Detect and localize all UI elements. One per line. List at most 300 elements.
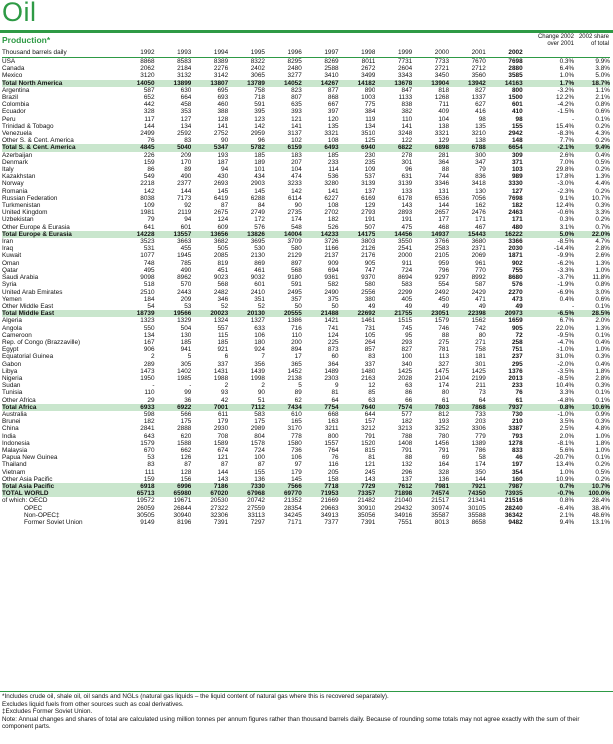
row-label: Other Africa <box>2 396 36 404</box>
value-cell: 770 <box>475 266 486 274</box>
value-cell: 8680 <box>508 274 523 282</box>
change-cell: 13.4% <box>556 461 575 469</box>
value-cell: 458 <box>180 101 192 109</box>
value-cell: 106 <box>291 454 302 462</box>
value-cell: 127 <box>511 187 523 195</box>
value-cell: 838 <box>401 101 413 109</box>
value-cell: 2138 <box>287 374 302 382</box>
value-cell: 779 <box>475 432 486 440</box>
value-cell: 1480 <box>361 367 376 375</box>
value-cell: 159 <box>143 475 155 483</box>
row-label: China <box>2 425 19 433</box>
value-cell: 758 <box>254 86 265 94</box>
change-cell: 10.9% <box>556 475 575 483</box>
share-cell: 9.9% <box>595 58 610 65</box>
share-cell: 0.5% <box>595 468 610 476</box>
value-cell: 9098 <box>140 274 155 282</box>
value-cell: 7921 <box>449 483 486 490</box>
value-cell: 6822 <box>375 144 412 151</box>
value-cell: 6788 <box>449 144 486 151</box>
value-cell: 627 <box>475 101 486 109</box>
value-cell: 6654 <box>486 144 523 151</box>
change-cell: 1.0% <box>559 72 575 80</box>
change-cell: -6.9% <box>557 288 575 296</box>
change-cell: 7.0% <box>559 158 575 166</box>
value-cell: 17 <box>294 353 302 361</box>
value-cell: 87 <box>184 461 192 469</box>
value-cell: 3248 <box>397 130 413 138</box>
row-label: Other Europe & Eurasia <box>2 223 70 231</box>
change-cell: 1.0% <box>559 468 575 476</box>
row-label: Total S. & Cent. America <box>2 144 118 151</box>
value-cell: 185 <box>254 151 265 159</box>
change-cell: -2.3% <box>557 187 575 195</box>
value-cell: 1588 <box>177 439 192 447</box>
notes-divider <box>0 691 613 692</box>
value-cell: 7729 <box>339 483 376 490</box>
value-cell: 13807 <box>191 80 228 87</box>
change-cell: 10.4% <box>556 382 575 390</box>
value-cell: 868 <box>327 94 339 102</box>
value-cell: 2371 <box>471 245 486 253</box>
year-header: 2001 <box>449 49 486 58</box>
value-cell: 620 <box>180 432 192 440</box>
value-cell: 98 <box>515 115 523 123</box>
table-row <box>2 469 610 476</box>
value-cell: 95 <box>405 331 413 339</box>
table-row <box>2 289 610 296</box>
value-cell: 88 <box>405 454 413 462</box>
value-cell: 156 <box>180 475 192 483</box>
footnote: ‡Excludes Former Soviet Union. <box>2 708 93 716</box>
value-cell: 143 <box>217 475 229 483</box>
value-cell: 2480 <box>287 65 302 73</box>
change-cell: 3.3% <box>559 389 575 397</box>
row-label: Non-OPEC‡ <box>24 511 60 519</box>
value-cell: 191 <box>401 216 413 224</box>
value-cell: 1557 <box>324 439 339 447</box>
value-cell: 1003 <box>361 94 376 102</box>
value-cell: 409 <box>438 108 450 116</box>
value-cell: 73357 <box>339 490 376 497</box>
change-cell: -9.5% <box>557 331 575 339</box>
value-cell: 87 <box>257 461 265 469</box>
value-cell: 3321 <box>324 130 339 138</box>
row-label: Vietnam <box>2 468 26 476</box>
value-cell: 122 <box>401 137 413 145</box>
row-label: Argentina <box>2 86 30 94</box>
value-cell: 1324 <box>213 317 229 325</box>
change-cell: -0.6% <box>557 209 575 217</box>
change-cell: -8.5% <box>557 238 575 246</box>
value-cell: 175 <box>254 418 265 426</box>
value-cell: 3410 <box>324 72 339 80</box>
change-column-header: Change 2002 over 2001 <box>537 34 574 47</box>
value-cell: 14175 <box>339 231 376 238</box>
value-cell: 2583 <box>434 245 450 253</box>
table-row <box>2 519 610 526</box>
value-cell: 174 <box>475 461 486 469</box>
value-cell: 764 <box>327 446 339 454</box>
value-cell: 1323 <box>140 317 155 325</box>
value-cell: 5040 <box>155 144 192 151</box>
value-cell: 2592 <box>177 130 192 138</box>
value-cell: 2492 <box>434 288 450 296</box>
value-cell: 786 <box>475 446 486 454</box>
table-row <box>2 245 610 252</box>
value-cell: 8694 <box>397 274 413 282</box>
value-cell: 2541 <box>397 245 413 253</box>
change-cell: 2.5% <box>559 425 575 433</box>
value-cell: 351 <box>254 295 265 303</box>
value-cell: 1337 <box>471 94 486 102</box>
value-cell: 110 <box>144 389 155 397</box>
row-label: Former Soviet Union <box>24 519 83 526</box>
row-label: Peru <box>2 115 16 123</box>
value-cell: 182 <box>511 202 523 210</box>
value-cell: 1439 <box>250 367 265 375</box>
value-cell: 209 <box>180 151 192 159</box>
value-cell: 365 <box>291 360 302 368</box>
change-cell: -2.0% <box>557 360 575 368</box>
value-cell: 160 <box>511 475 523 483</box>
value-cell: 744 <box>438 173 450 181</box>
value-cell: 570 <box>180 281 192 289</box>
change-cell: 12.2% <box>556 94 575 102</box>
share-cell: 10.7% <box>591 194 610 202</box>
share-cell: 0.2% <box>595 461 610 469</box>
value-cell: 1998 <box>250 374 265 382</box>
value-cell: 144 <box>475 475 486 483</box>
change-cell: -1.0% <box>557 410 575 418</box>
value-cell: 18739 <box>118 310 155 317</box>
value-cell: 3277 <box>287 72 302 80</box>
value-cell: 129 <box>438 137 450 145</box>
value-cell: 1988 <box>213 374 229 382</box>
value-cell: 1077 <box>140 252 155 260</box>
value-cell: 182 <box>401 418 413 426</box>
table-row <box>2 440 610 447</box>
value-cell: 490 <box>180 266 192 274</box>
value-cell: 382 <box>401 108 413 116</box>
value-cell: 13826 <box>228 231 265 238</box>
value-cell: 1515 <box>397 317 413 325</box>
value-cell: 2893 <box>397 209 413 217</box>
value-cell: 14052 <box>265 80 302 87</box>
value-cell: 3132 <box>177 72 192 80</box>
value-cell: 205 <box>327 468 339 476</box>
table-row <box>2 375 610 382</box>
value-cell: 94 <box>184 216 192 224</box>
value-cell: 26059 <box>136 504 155 512</box>
value-cell: 7391 <box>361 519 376 526</box>
value-cell: 174 <box>438 382 450 390</box>
value-cell: 395 <box>254 108 265 116</box>
share-cell: 10.6% <box>574 404 610 411</box>
value-cell: 94 <box>221 166 229 174</box>
value-cell: 104 <box>291 166 302 174</box>
value-cell: 76 <box>331 454 339 462</box>
value-cell: 30974 <box>431 504 450 512</box>
value-cell: 144 <box>217 468 229 476</box>
table-row <box>2 303 610 310</box>
year-header: 2002 <box>486 49 523 58</box>
value-cell: 6169 <box>361 194 376 202</box>
value-cell: 7391 <box>213 519 229 526</box>
value-cell: 164 <box>438 461 450 469</box>
value-cell: 84 <box>257 202 265 210</box>
value-cell: 746 <box>438 324 450 332</box>
value-cell: 3510 <box>361 130 376 138</box>
value-cell: 388 <box>217 108 229 116</box>
share-cell: 1.8% <box>595 439 610 447</box>
row-label: Egypt <box>2 346 19 354</box>
value-cell: 133 <box>401 187 413 195</box>
value-cell: 384 <box>364 108 376 116</box>
value-cell: 157 <box>364 418 376 426</box>
value-cell: 6898 <box>412 144 449 151</box>
value-cell: 211 <box>475 382 486 390</box>
value-cell: 2028 <box>397 374 413 382</box>
value-cell: 79 <box>147 216 155 224</box>
value-cell: 108 <box>327 202 339 210</box>
value-cell: 93 <box>221 389 229 397</box>
row-label: Denmark <box>2 158 28 166</box>
value-cell: 7171 <box>287 519 302 526</box>
share-cell: 100.0% <box>574 490 610 497</box>
value-cell: 28354 <box>283 504 302 512</box>
value-cell: 9023 <box>213 274 229 282</box>
year-header: 1999 <box>375 49 412 58</box>
change-cell: -3.3% <box>557 266 575 274</box>
value-cell: 694 <box>327 266 339 274</box>
value-cell: 197 <box>511 461 523 469</box>
change-cell: -8.1% <box>557 439 575 447</box>
value-cell: 1981 <box>140 209 155 217</box>
value-cell: 2 <box>261 382 265 390</box>
value-cell: 906 <box>143 346 155 354</box>
total-row <box>2 490 610 497</box>
row-label: Brunei <box>2 418 21 426</box>
share-cell: 22.0% <box>574 231 610 238</box>
value-cell: 6918 <box>118 483 155 490</box>
table-row <box>2 361 610 368</box>
share-cell: 0.6% <box>595 108 610 116</box>
value-cell: 3233 <box>287 180 302 188</box>
share-cell: 2.6% <box>595 252 610 260</box>
value-cell: 124 <box>327 331 339 339</box>
value-cell: 175 <box>180 418 192 426</box>
share-cell: 0.3% <box>595 202 610 210</box>
value-cell: 225 <box>327 338 339 346</box>
share-cell: 1.8% <box>595 367 610 375</box>
value-cell: 393 <box>291 108 302 116</box>
share-cell: 38.4% <box>591 504 610 512</box>
value-cell: 350 <box>475 468 486 476</box>
value-cell: 165 <box>291 418 302 426</box>
value-cell: 61 <box>441 396 450 404</box>
change-cell: -3.0% <box>557 180 575 188</box>
value-cell: 430 <box>217 173 229 181</box>
value-cell: 7112 <box>228 404 265 411</box>
value-cell: 3499 <box>361 72 376 80</box>
share-cell: 9.4% <box>574 144 610 151</box>
value-cell: 14050 <box>118 80 155 87</box>
value-cell: 8013 <box>434 519 450 526</box>
value-cell: 85 <box>368 389 376 397</box>
value-cell: 36342 <box>504 511 523 519</box>
value-cell: 7987 <box>486 483 523 490</box>
value-cell: 550 <box>143 324 155 332</box>
value-cell: 3137 <box>287 130 302 138</box>
value-cell: 1579 <box>434 317 450 325</box>
value-cell: 67020 <box>191 490 228 497</box>
value-cell: 495 <box>143 266 155 274</box>
row-label: India <box>2 432 16 440</box>
value-cell: 380 <box>364 295 376 303</box>
table-row <box>2 317 610 324</box>
value-cell: 609 <box>217 223 229 231</box>
value-cell: 300 <box>475 151 486 159</box>
value-cell: 2377 <box>177 180 192 188</box>
value-cell: 162 <box>475 202 486 210</box>
table-row <box>2 497 610 504</box>
value-cell: 2085 <box>213 252 229 260</box>
value-cell: 2672 <box>361 65 376 73</box>
value-cell: 191 <box>364 216 376 224</box>
value-cell: 76 <box>515 389 523 397</box>
value-cell: 670 <box>143 446 155 454</box>
value-cell: 745 <box>401 324 413 332</box>
table-row <box>2 281 610 288</box>
row-label: Gabon <box>2 360 22 368</box>
value-cell: 183 <box>291 151 302 159</box>
value-cell: 155 <box>511 122 523 130</box>
value-cell: 177 <box>438 216 450 224</box>
value-cell: 7937 <box>486 404 523 411</box>
value-cell: 354 <box>511 468 523 476</box>
value-cell: 364 <box>327 360 339 368</box>
value-cell: 97 <box>294 461 302 469</box>
value-cell: 7001 <box>191 404 228 411</box>
value-cell: 7574 <box>375 404 412 411</box>
row-label: Total Europe & Eurasia <box>2 231 118 238</box>
value-cell: 13557 <box>155 231 192 238</box>
value-cell: 3366 <box>508 238 523 246</box>
value-cell: 2270 <box>508 288 523 296</box>
share-cell: 1.0% <box>595 446 610 454</box>
row-label: Brazil <box>2 94 18 102</box>
page-title: Oil <box>2 0 37 27</box>
value-cell: 1871 <box>508 252 523 260</box>
value-cell: 742 <box>475 324 486 332</box>
row-label: Syria <box>2 281 17 289</box>
row-label: OPEC <box>24 504 43 512</box>
value-cell: 2 <box>150 353 155 361</box>
value-cell: 2604 <box>397 65 413 73</box>
value-cell: 751 <box>511 346 523 354</box>
value-cell: 295 <box>511 360 523 368</box>
value-cell: 88 <box>441 166 450 174</box>
year-header: 1995 <box>228 49 265 58</box>
value-cell: 60 <box>331 353 339 361</box>
share-cell: 0.1% <box>595 302 610 310</box>
value-cell: 13899 <box>155 80 192 87</box>
value-cell: 460 <box>217 101 229 109</box>
value-cell: 3211 <box>324 425 339 433</box>
share-cell: 2.8% <box>595 374 610 382</box>
value-cell: 909 <box>327 259 339 267</box>
value-cell: 371 <box>511 158 523 166</box>
value-cell: 106 <box>254 331 265 339</box>
table-row <box>2 137 610 144</box>
change-cell: 0.3% <box>559 58 575 65</box>
value-cell: 467 <box>475 223 486 231</box>
change-cell: 31.0% <box>556 353 575 361</box>
value-cell: 30505 <box>136 511 155 519</box>
value-cell: 641 <box>143 223 155 231</box>
value-cell: 791 <box>364 432 376 440</box>
value-cell: 911 <box>402 259 413 267</box>
value-cell: 87 <box>221 202 229 210</box>
value-cell: 490 <box>180 173 192 181</box>
value-cell: 109 <box>364 166 376 174</box>
value-cell: 818 <box>438 86 450 94</box>
value-cell: 101 <box>254 166 265 174</box>
share-cell: 1.1% <box>595 86 610 94</box>
share-cell: 4.8% <box>595 425 610 433</box>
row-label: Nigeria <box>2 374 23 382</box>
change-cell: -14.4% <box>553 245 575 253</box>
value-cell: 716 <box>291 324 302 332</box>
value-cell: 1376 <box>508 367 523 375</box>
value-cell: 159 <box>143 158 155 166</box>
value-cell: 695 <box>217 86 229 94</box>
value-cell: 2657 <box>434 209 450 217</box>
value-cell: 8962 <box>177 274 192 282</box>
value-cell: 736 <box>291 446 302 454</box>
value-cell: 141 <box>291 122 302 130</box>
value-cell: 611 <box>217 410 229 418</box>
value-cell: 7868 <box>449 404 486 411</box>
value-cell: 2556 <box>361 288 376 296</box>
value-cell: 1133 <box>398 94 413 102</box>
value-cell: 63 <box>405 382 413 390</box>
total-row <box>2 404 610 411</box>
row-label: Norway <box>2 180 24 188</box>
value-cell: 21517 <box>431 497 450 505</box>
value-cell: 8658 <box>471 519 486 526</box>
value-cell: 15443 <box>449 231 486 238</box>
value-cell: 21040 <box>394 497 413 505</box>
value-cell: 14004 <box>265 231 302 238</box>
table-row <box>2 180 610 187</box>
value-cell: 894 <box>291 346 302 354</box>
share-cell: 0.6% <box>595 295 610 303</box>
value-cell: 86 <box>147 166 155 174</box>
value-cell: 49 <box>441 302 450 310</box>
value-cell: 3387 <box>508 425 523 433</box>
value-cell: 42 <box>221 396 229 404</box>
value-cell: 121 <box>217 454 229 462</box>
value-cell: 305 <box>180 360 192 368</box>
value-cell: 961 <box>475 259 486 267</box>
table-row <box>2 130 610 137</box>
total-row <box>2 144 610 151</box>
value-cell: 179 <box>291 468 302 476</box>
value-cell: 1473 <box>140 367 155 375</box>
change-cell: 12.4% <box>556 202 575 210</box>
